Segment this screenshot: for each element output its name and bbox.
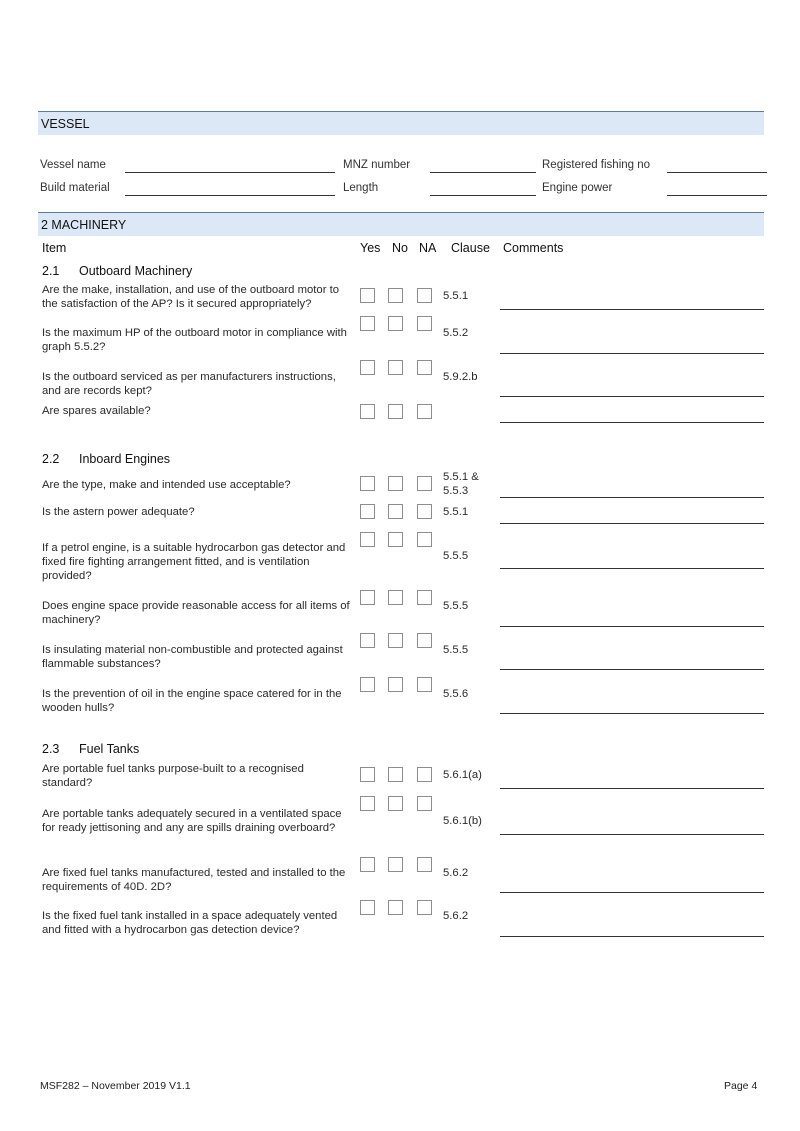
no-checkbox[interactable] [388, 288, 403, 303]
na-checkbox[interactable] [417, 633, 432, 648]
column-item: Item [42, 241, 67, 255]
no-checkbox[interactable] [388, 476, 403, 491]
registered-fishing-no-field[interactable] [667, 172, 767, 173]
page-number: Page 4 [724, 1080, 758, 1092]
na-checkbox[interactable] [417, 677, 432, 692]
clause-ref: 5.5.5 [443, 550, 469, 562]
question-text: Are the type, make and intended use acceptable? [42, 479, 291, 491]
yes-checkbox[interactable] [360, 633, 375, 648]
section-number: 2.1 [42, 264, 60, 278]
build-material-field[interactable] [125, 195, 335, 196]
mnz-number-label: MNZ number [343, 159, 411, 171]
comment-field[interactable] [500, 892, 764, 893]
form-id: MSF282 – November 2019 V1.1 [40, 1080, 191, 1092]
yes-checkbox[interactable] [360, 767, 375, 782]
section-number: 2.2 [42, 452, 60, 466]
engine-power-field[interactable] [667, 195, 767, 196]
no-checkbox[interactable] [388, 504, 403, 519]
engine-power-label: Engine power [542, 182, 613, 194]
clause-ref: 5.5.5 [443, 600, 469, 612]
column-na: NA [419, 241, 437, 255]
na-checkbox[interactable] [417, 590, 432, 605]
na-checkbox[interactable] [417, 476, 432, 491]
section-title: Outboard Machinery [79, 264, 193, 278]
machinery-heading: 2 MACHINERY [41, 218, 127, 232]
no-checkbox[interactable] [388, 857, 403, 872]
vessel-section-header [38, 111, 764, 135]
yes-checkbox[interactable] [360, 857, 375, 872]
question-text: Does engine space provide reasonable access for all items of machinery? [42, 600, 350, 626]
question-text: If a petrol engine, is a suitable hydrocarbon gas detector and fixed fire fighting arrangement fitted, and is ventilation provided? [42, 542, 346, 582]
yes-checkbox[interactable] [360, 900, 375, 915]
question-text: Are the make, installation, and use of the outboard motor to the satisfaction of the AP? Is it secured appropriately? [42, 284, 340, 310]
build-material-label: Build material [40, 182, 110, 194]
comment-field[interactable] [500, 523, 764, 524]
comment-field[interactable] [500, 669, 764, 670]
na-checkbox[interactable] [417, 532, 432, 547]
clause-ref: 5.5.5 [443, 644, 469, 656]
question-text: Are fixed fuel tanks manufactured, tested and installed to the requirements of 40D. 2D? [42, 867, 346, 893]
na-checkbox[interactable] [417, 900, 432, 915]
no-checkbox[interactable] [388, 796, 403, 811]
comment-field[interactable] [500, 713, 764, 714]
column-comments: Comments [503, 241, 564, 255]
comment-field[interactable] [500, 422, 764, 423]
vessel-name-field[interactable] [125, 172, 335, 173]
comment-field[interactable] [500, 834, 764, 835]
question-text: Are spares available? [42, 405, 151, 417]
no-checkbox[interactable] [388, 900, 403, 915]
clause-ref: 5.5.1 [443, 290, 469, 302]
na-checkbox[interactable] [417, 767, 432, 782]
question-text: Is the maximum HP of the outboard motor in compliance with graph 5.5.2? [42, 327, 347, 353]
no-checkbox[interactable] [388, 677, 403, 692]
question-text: Is the astern power adequate? [42, 506, 195, 518]
yes-checkbox[interactable] [360, 288, 375, 303]
question-text: Is the prevention of oil in the engine space catered for in the wooden hulls? [42, 688, 342, 714]
clause-ref: 5.6.2 [443, 910, 469, 922]
na-checkbox[interactable] [417, 404, 432, 419]
na-checkbox[interactable] [417, 288, 432, 303]
vessel-heading: VESSEL [41, 117, 90, 131]
column-clause: Clause [451, 241, 490, 255]
section-title: Fuel Tanks [79, 742, 140, 756]
yes-checkbox[interactable] [360, 404, 375, 419]
clause-ref: 5.5.1 & 5.5.3 [443, 471, 479, 497]
na-checkbox[interactable] [417, 796, 432, 811]
clause-ref: 5.9.2.b [443, 371, 478, 383]
na-checkbox[interactable] [417, 360, 432, 375]
no-checkbox[interactable] [388, 316, 403, 331]
clause-ref: 5.6.2 [443, 867, 469, 879]
question-text: Is the outboard serviced as per manufacturers instructions, and are records kept? [42, 371, 336, 397]
registered-fishing-no-label: Registered fishing no [542, 159, 651, 171]
machinery-section-header [38, 212, 764, 236]
comment-field[interactable] [500, 497, 764, 498]
na-checkbox[interactable] [417, 316, 432, 331]
no-checkbox[interactable] [388, 590, 403, 605]
yes-checkbox[interactable] [360, 476, 375, 491]
yes-checkbox[interactable] [360, 316, 375, 331]
na-checkbox[interactable] [417, 504, 432, 519]
comment-field[interactable] [500, 309, 764, 310]
no-checkbox[interactable] [388, 360, 403, 375]
yes-checkbox[interactable] [360, 796, 375, 811]
clause-ref: 5.5.1 [443, 506, 469, 518]
question-text: Is insulating material non-combustible and protected against flammable substances? [42, 644, 343, 670]
question-text: Are portable fuel tanks purpose-built to a recognised standard? [42, 763, 304, 789]
clause-ref: 5.6.1(a) [443, 769, 482, 781]
mnz-number-field[interactable] [430, 172, 536, 173]
column-no: No [392, 241, 408, 255]
question-text: Are portable tanks adequately secured in a ventilated space for ready jettisoning and any are spills draining overboard? [42, 808, 342, 834]
comment-field[interactable] [500, 396, 764, 397]
yes-checkbox[interactable] [360, 360, 375, 375]
length-label: Length [343, 182, 379, 194]
section-number: 2.3 [42, 742, 60, 756]
comment-field[interactable] [500, 936, 764, 937]
comment-field[interactable] [500, 353, 764, 354]
section-title: Inboard Engines [79, 452, 171, 466]
no-checkbox[interactable] [388, 767, 403, 782]
comment-field[interactable] [500, 568, 764, 569]
yes-checkbox[interactable] [360, 532, 375, 547]
clause-ref: 5.5.6 [443, 688, 469, 700]
question-text: Is the fixed fuel tank installed in a space adequately vented and fitted with a hydrocarbon gas detection device? [42, 910, 338, 936]
clause-ref: 5.6.1(b) [443, 815, 482, 827]
yes-checkbox[interactable] [360, 504, 375, 519]
yes-checkbox[interactable] [360, 677, 375, 692]
no-checkbox[interactable] [388, 633, 403, 648]
na-checkbox[interactable] [417, 857, 432, 872]
length-field[interactable] [430, 195, 536, 196]
no-checkbox[interactable] [388, 532, 403, 547]
column-yes: Yes [360, 241, 381, 255]
yes-checkbox[interactable] [360, 590, 375, 605]
clause-ref: 5.5.2 [443, 327, 469, 339]
no-checkbox[interactable] [388, 404, 403, 419]
vessel-name-label: Vessel name [40, 159, 106, 171]
comment-field[interactable] [500, 788, 764, 789]
comment-field[interactable] [500, 626, 764, 627]
